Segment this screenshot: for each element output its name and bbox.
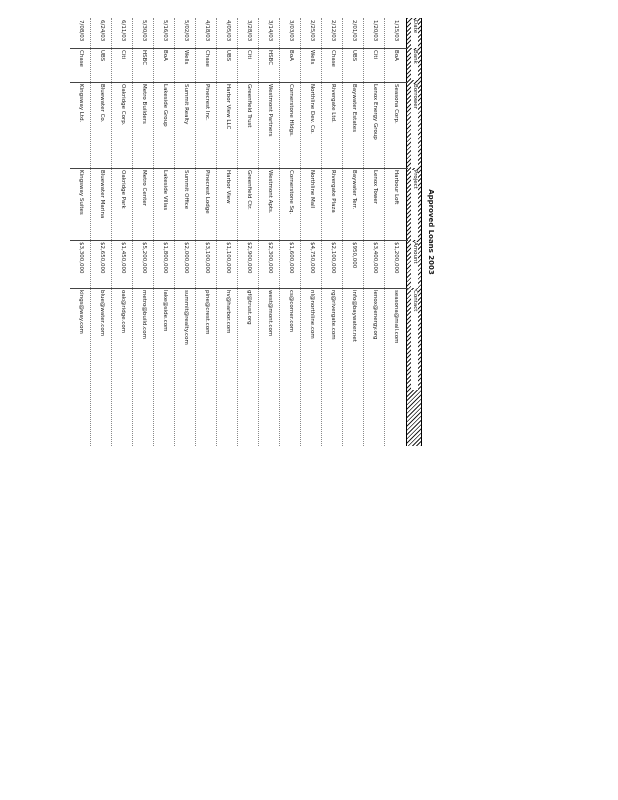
table-cell: Citi <box>372 50 378 60</box>
table-cell: Chase <box>330 50 336 67</box>
table-cell: oak@ridge.com <box>120 290 126 334</box>
table-cell: Wells <box>183 50 189 65</box>
table-cell: Pinecrest Inc. <box>204 84 210 121</box>
table-cell: 6/11/03 <box>120 20 126 42</box>
table-cell: Oakridge Corp. <box>120 84 126 126</box>
table-cell: $2,000,000 <box>183 242 189 274</box>
column-divider <box>70 82 408 83</box>
table-cell: 1/15/03 <box>393 20 399 42</box>
header-contact: Contact <box>411 290 418 390</box>
table-cell: Lakeside Group <box>162 84 168 127</box>
table-cell: Metro Builders <box>141 84 147 124</box>
table-cell: pine@crest.com <box>204 290 210 335</box>
table-cell: Westmont Partners <box>267 84 273 137</box>
table-cell: 2/12/03 <box>330 20 336 42</box>
table-cell: kings@way.com <box>78 290 84 334</box>
table-cell: $3,300,000 <box>78 242 84 274</box>
table-cell: Lenox Tower <box>372 170 378 204</box>
table-cell: UBS <box>99 50 105 62</box>
table-cell: $3,400,000 <box>372 242 378 274</box>
table-cell: Bluewater Marina <box>99 170 105 219</box>
table-cell: Baywater Terr. <box>351 170 357 210</box>
table-cell: lenox@energy.org <box>372 290 378 340</box>
header-borrower: Borrower <box>411 84 418 168</box>
table-cell: nl@northline.com <box>309 290 315 339</box>
table-cell: $2,300,000 <box>267 242 273 274</box>
table-cell: Citi <box>120 50 126 60</box>
document-title: Approved Loans 2003 <box>427 189 435 275</box>
table-cell: Harbor View LLC <box>225 84 231 130</box>
column-divider <box>70 168 408 169</box>
rotated-table <box>70 18 440 446</box>
header-amount: Amount <box>411 242 418 288</box>
table-cell: UBS <box>351 50 357 62</box>
table-cell: Kingsway Ltd. <box>78 84 84 123</box>
header-date: Date <box>411 20 418 48</box>
header-project: Project <box>411 170 418 240</box>
table-cell: $3,100,000 <box>204 242 210 274</box>
table-cell: BoA <box>288 50 294 61</box>
table-cell: 3/28/03 <box>246 20 252 42</box>
table-cell: 6/24/03 <box>99 20 105 42</box>
table-cell: 2/01/03 <box>351 20 357 42</box>
table-cell: cs@corner.com <box>288 290 294 333</box>
table-cell: seasona@mail.com <box>393 290 399 344</box>
table-cell: HSBC <box>267 50 273 66</box>
table-cell: $950,000 <box>351 242 357 269</box>
table-cell: Seasona Corp. <box>393 84 399 124</box>
table-cell: Rivergate Ltd. <box>330 84 336 123</box>
table-cell: 3/14/03 <box>267 20 273 42</box>
column-divider <box>70 240 408 241</box>
table-cell: $2,900,000 <box>246 242 252 274</box>
table-cell: Rivergate Plaza <box>330 170 336 213</box>
table-cell: Greenfield Ctr. <box>246 170 252 210</box>
table-cell: $1,800,000 <box>162 242 168 274</box>
column-divider <box>70 48 408 49</box>
table-cell: Greenfield Trust <box>246 84 252 128</box>
table-cell: Baywater Estates <box>351 84 357 133</box>
table-cell: $1,600,000 <box>288 242 294 274</box>
table-cell: Harbor View <box>225 170 231 204</box>
table-cell: Chase <box>78 50 84 67</box>
table-cell: $1,200,000 <box>393 242 399 274</box>
table-cell: BoA <box>162 50 168 61</box>
table-cell: 4/05/03 <box>225 20 231 42</box>
table-cell: $1,100,000 <box>225 242 231 274</box>
table-cell: Lenox Energy Group <box>372 84 378 140</box>
column-divider <box>70 288 408 289</box>
table-cell: HSBC <box>141 50 147 66</box>
table-cell: metro@build.com <box>141 290 147 339</box>
header-bank: Bank <box>411 50 418 80</box>
table-cell: 5/16/03 <box>162 20 168 42</box>
table-cell: 4/18/03 <box>204 20 210 42</box>
table-cell: Westmont Apts. <box>267 170 273 214</box>
table-cell: Cornerstone Sq. <box>288 170 294 215</box>
table-cell: Lakeside Villas <box>162 170 168 211</box>
table-cell: lake@side.com <box>162 290 168 332</box>
table-cell: Metro Center <box>141 170 147 207</box>
table-cell: summit@realty.com <box>183 290 189 345</box>
table-cell: Summit Realty <box>183 84 189 125</box>
table-cell: 7/08/03 <box>78 20 84 42</box>
table-cell: west@mont.com <box>267 290 273 337</box>
table-cell: Pinecrest Lodge <box>204 170 210 214</box>
table-cell: BoA <box>393 50 399 61</box>
table-cell: Wells <box>309 50 315 65</box>
table-cell: gf@trust.org <box>246 290 252 325</box>
scanned-page <box>70 18 440 446</box>
table-cell: Oakridge Park <box>120 170 126 209</box>
table-header <box>406 18 422 446</box>
table-cell: $5,200,000 <box>141 242 147 274</box>
table-cell: blue@water.com <box>99 290 105 337</box>
table-cell: Harbour Loft <box>393 170 399 205</box>
table-cell: $2,100,000 <box>330 242 336 274</box>
table-cell: Chase <box>204 50 210 67</box>
table-cell: UBS <box>225 50 231 62</box>
table-cell: rg@rivergate.com <box>330 290 336 340</box>
table-cell: 5/02/03 <box>183 20 189 42</box>
table-cell: info@baywater.net <box>351 290 357 342</box>
table-cell: Bluewater Co. <box>99 84 105 123</box>
table-cell: Cornerstone Hldgs. <box>288 84 294 137</box>
table-cell: 3/03/03 <box>288 20 294 42</box>
table-cell: Summit Office <box>183 170 189 210</box>
table-cell: Northline Mall <box>309 170 315 209</box>
table-cell: Citi <box>246 50 252 60</box>
table-cell: Northline Dev. Co. <box>309 84 315 134</box>
table-cell: hv@harbor.com <box>225 290 231 334</box>
table-cell: $1,450,000 <box>120 242 126 274</box>
table-cell: Kingsway Suites <box>78 170 84 215</box>
table-cell: 1/20/03 <box>372 20 378 42</box>
table-cell: $2,650,000 <box>99 242 105 274</box>
table-cell: 2/25/03 <box>309 20 315 42</box>
table-cell: 5/30/03 <box>141 20 147 42</box>
table-cell: $4,750,000 <box>309 242 315 274</box>
